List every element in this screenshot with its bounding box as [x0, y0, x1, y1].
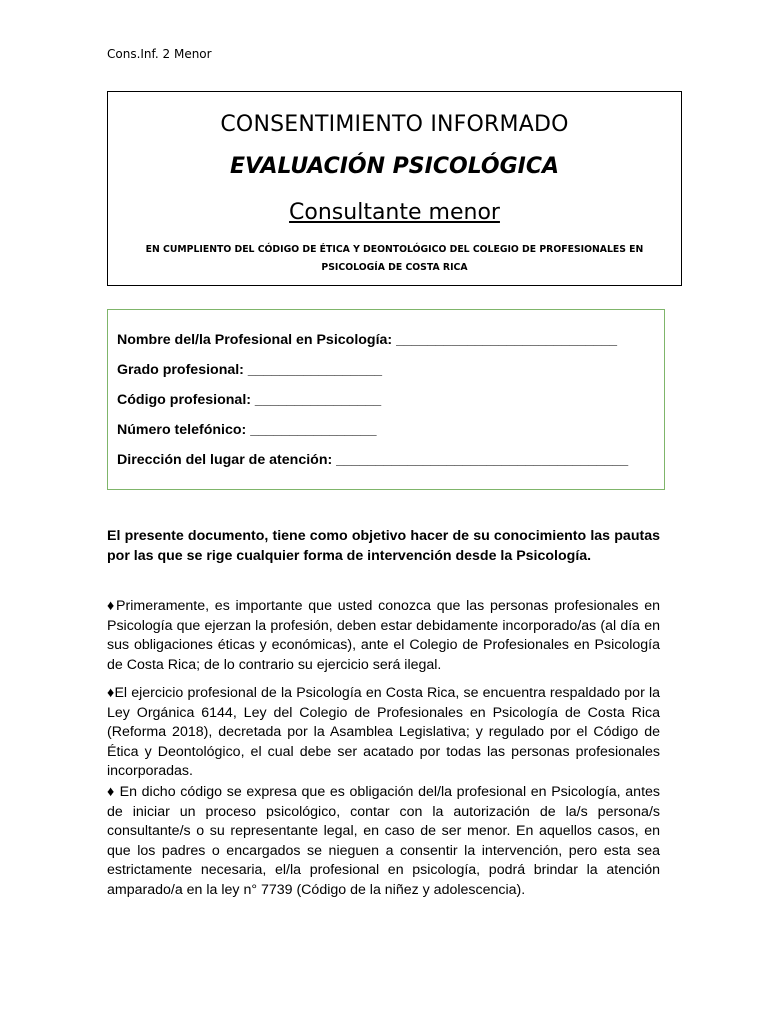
document-reference: Cons.Inf. 2 Menor [107, 47, 212, 61]
professional-name-field: Nombre del/la Profesional en Psicología: ____________________________ [117, 332, 618, 348]
title-box [107, 91, 682, 286]
paragraph-authorization: ♦ En dicho código se expresa que es obligación del/la profesional en Psicología, antes de iniciar un proceso psicológico, contar con la autorización de la/s persona/s consultante/s o su representante legal, en caso de ser menor. En aquellos casos, en que los padres o encargados se nieguen a consentir la intervención, pero esta sea estrictamente necesaria, el/la profesional en psicología, podrá brindar la atención amparado/a en la ley n° 7739 (Código de la niñez y adolescencia). [107, 784, 660, 898]
compliance-note: EN CUMPLIENTO DEL CÓDIGO DE ÉTICA Y DEONTOLÓGICO DEL COLEGIO DE PROFESIONALES EN PSICOLOGÍA DE COSTA RICA [145, 244, 644, 273]
professional-degree-field: Grado profesional: _________________ [117, 362, 382, 378]
address-field: Dirección del lugar de atención: _____________________________________ [117, 452, 629, 468]
document-subtitle: EVALUACIÓN PSICOLÓGICA [229, 154, 560, 179]
paragraph-incorporation: ♦Primeramente, es importante que usted conozca que las personas profesionales en Psicología que ejerzan la profesión, deben estar debidamente incorporado/as (al día en sus obligaciones éticas y económicas), ante el Colegio de Profesionales en Psicología de Costa Rica; de lo contrario su ejercicio será ilegal. [107, 598, 660, 673]
intro-paragraph: El presente documento, tiene como objetivo hacer de su conocimiento las pautas por las que se rige cualquier forma de intervención desde la Psicología. [107, 528, 660, 564]
paragraph-legal-framework: ♦El ejercicio profesional de la Psicología en Costa Rica, se encuentra respaldado por la Ley Orgánica 6144, Ley del Colegio de Profesionales en Psicología de Costa Rica (Reforma 2018), decretada por la Asamblea Legislativa; y regulado por el Código de Ética y Deontológico, el cual debe ser acatado por todas las personas profesionales incorporadas. [107, 685, 660, 779]
professional-code-field: Código profesional: ________________ [117, 392, 382, 408]
consultant-type: Consultante menor [289, 200, 500, 225]
document-title: CONSENTIMIENTO INFORMADO [220, 112, 569, 137]
professional-info-box [107, 309, 665, 490]
phone-number-field: Número telefónico: ________________ [117, 422, 377, 438]
